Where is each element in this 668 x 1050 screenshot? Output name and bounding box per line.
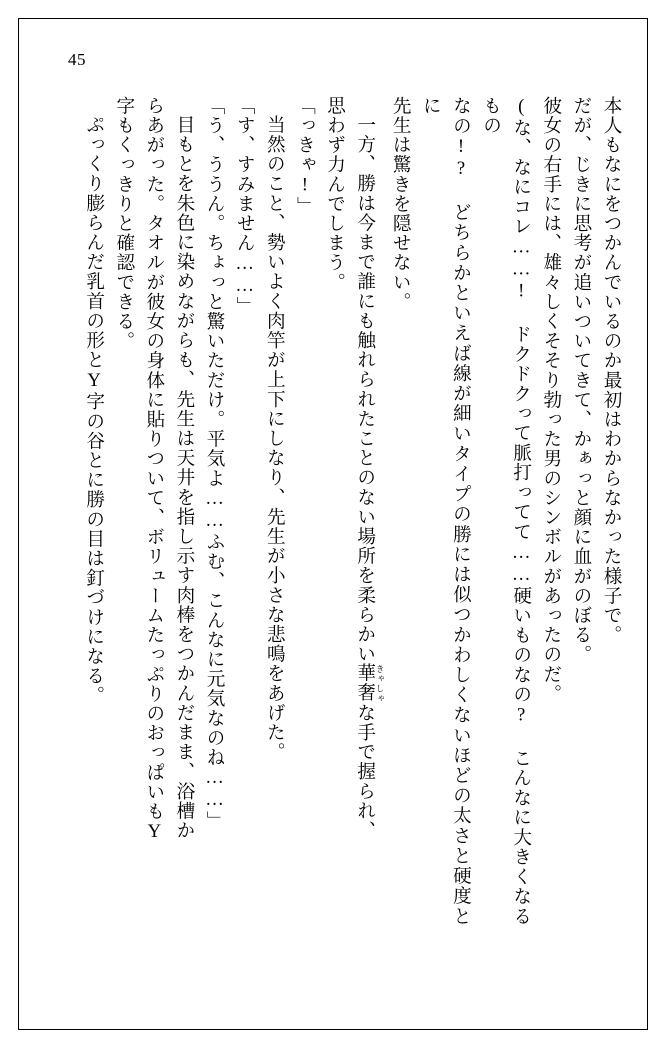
paragraph-line: 字もくっきりと確認できる。 — [113, 96, 135, 351]
ruby-annotation: 華奢 きゃしゃ — [354, 663, 386, 703]
paragraph-line: 「す、すみません……」 — [234, 96, 256, 317]
page-number: 45 — [68, 50, 86, 69]
paragraph-line: なの!? どちらかといえば線が細いタイプの勝には似つかわしくないほどの太さと硬度とに — [420, 96, 472, 926]
paragraph-line: 彼女の右手には、雄々しくそそり勃った男のシンボルがあったのだ。 — [540, 96, 562, 704]
paragraph-line: 本人もなにをつかんでいるのか最初はわからなかった様子で。 — [601, 96, 622, 645]
paragraph-line: 思わず力んでしまう。 — [324, 96, 346, 292]
paragraph-line: らあがった。タオルが彼女の身体に貼りついて、ボリュームたっぷりのおっぱいもY — [143, 96, 165, 844]
paragraph-line: 当然のこと、勢いよく肉竿が上下にしなり、先生が小さな悲鳴をあげた。 — [264, 114, 286, 762]
paragraph-line: 先生は驚きを隠せない。 — [390, 96, 412, 312]
body-text — [42, 96, 626, 926]
paragraph-line: 「っきゃ!」 — [294, 96, 316, 216]
paragraph-line: だが、じきに思考が追いついてきて、かぁっと顔に血がのぼる。 — [570, 96, 592, 665]
paragraph-line: 目もとを朱色に染めながらも、先生は天井を指し示す肉棒をつかんだまま、浴槽か — [173, 114, 195, 840]
paragraph-line: 一方、勝は今まで誰にも触れられたことのない場所を柔らかい華奢 きゃしゃな手で握られ、 — [354, 114, 386, 840]
paragraph-line: (な、なにコレ……! ドクドクって脈打ってて……硬いものなの? こんなに大きくなるもの — [480, 96, 532, 926]
paragraph-line: ぷっくり膨らんだ乳首の形とY字の谷とに勝の目は釘づけになる。 — [83, 114, 105, 705]
paragraph-line: 「う、ううん。ちょっと驚いただけ。平気よ……ふむ、こんなに元気なのね……」 — [204, 96, 226, 831]
